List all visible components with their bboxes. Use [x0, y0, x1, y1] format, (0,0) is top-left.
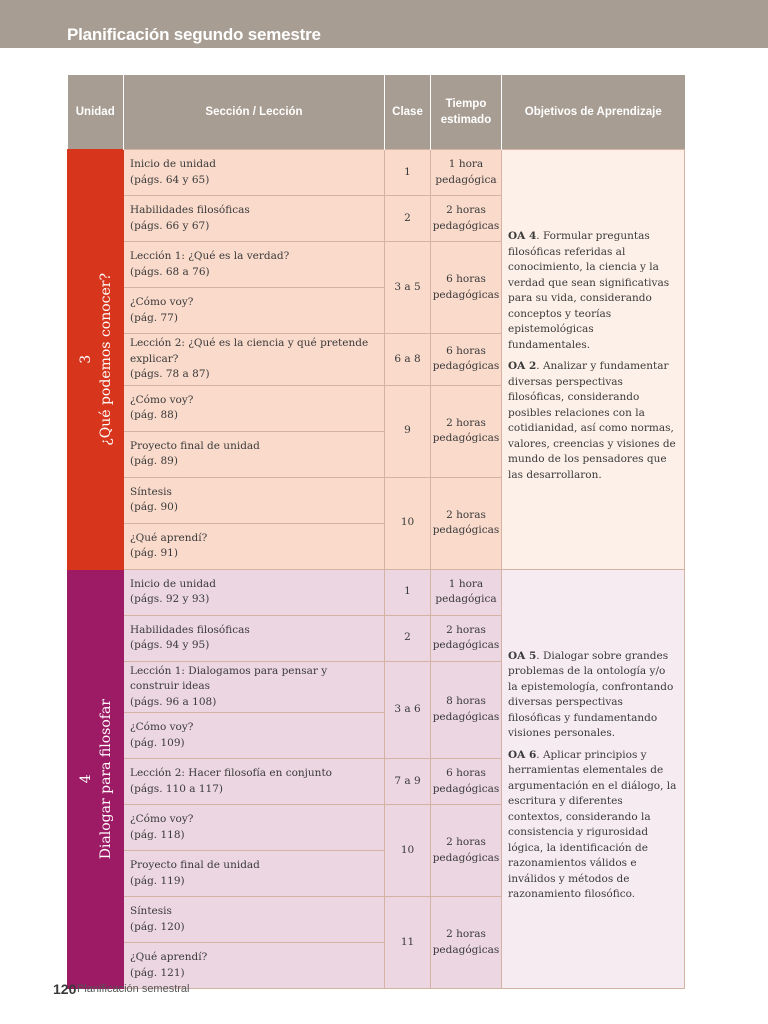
unit-title: Dialogar para filosofar	[97, 698, 114, 859]
section-cell: Síntesis (pág. 120)	[124, 897, 385, 943]
table-row	[68, 150, 685, 196]
objectives-cell	[502, 569, 685, 989]
header-unidad: Unidad	[68, 75, 124, 150]
class-cell: 6 a 8	[385, 334, 431, 386]
page-title: Planificación segundo semestre	[67, 25, 321, 44]
section-cell: Síntesis (pág. 90)	[124, 477, 385, 523]
section-cell: ¿Cómo voy? (pág. 88)	[124, 385, 385, 431]
section-cell: ¿Qué aprendí? (pág. 121)	[124, 943, 385, 989]
time-cell: 6 horas pedagógicas	[431, 242, 502, 334]
time-cell: 2 horas pedagógicas	[431, 477, 502, 569]
unit-title: ¿Qué podemos conocer?	[97, 272, 114, 446]
section-cell: Lección 2: ¿Qué es la ciencia y qué pretende explicar? (págs. 78 a 87)	[124, 334, 385, 386]
time-cell: 1 hora pedagógica	[431, 150, 502, 196]
class-cell: 2	[385, 196, 431, 242]
class-cell: 1	[385, 569, 431, 615]
time-cell: 6 horas pedagógicas	[431, 334, 502, 386]
footer-label: Planificación semestral	[77, 983, 190, 995]
header-objetivos: Objetivos de Aprendizaje	[502, 75, 685, 150]
section-cell: ¿Cómo voy? (pág. 109)	[124, 713, 385, 759]
section-cell: Inicio de unidad (págs. 92 y 93)	[124, 569, 385, 615]
section-cell: Habilidades filosóficas (págs. 94 y 95)	[124, 615, 385, 661]
time-cell: 8 horas pedagógicas	[431, 661, 502, 759]
section-cell: Lección 2: Hacer filosofía en conjunto (págs. 110 a 117)	[124, 759, 385, 805]
section-cell: Lección 1: ¿Qué es la verdad? (págs. 68 a 76)	[124, 242, 385, 288]
class-cell: 9	[385, 385, 431, 477]
objectives-cell	[502, 150, 685, 570]
class-cell: 3 a 5	[385, 242, 431, 334]
table-row	[68, 569, 685, 615]
class-cell: 11	[385, 897, 431, 989]
section-cell: ¿Cómo voy? (pág. 77)	[124, 288, 385, 334]
class-cell: 10	[385, 805, 431, 897]
class-cell: 1	[385, 150, 431, 196]
header-clase: Clase	[385, 75, 431, 150]
time-cell: 2 horas pedagógicas	[431, 805, 502, 897]
unit-3-label-cell	[68, 150, 124, 570]
section-cell: Proyecto final de unidad (pág. 89)	[124, 431, 385, 477]
objective: OA 2. Analizar y fundamentar diversas perspectivas filosóficas, considerando posibles relaciones con la cotidianidad, así como normas, valores, creencias y visiones de mundo de los pensadores que las desarrollaron.	[508, 360, 676, 481]
time-cell: 2 horas pedagógicas	[431, 615, 502, 661]
class-cell: 7 a 9	[385, 759, 431, 805]
section-cell: Inicio de unidad (págs. 64 y 65)	[124, 150, 385, 196]
class-cell: 3 a 6	[385, 661, 431, 759]
class-cell: 10	[385, 477, 431, 569]
section-cell: ¿Cómo voy? (pág. 118)	[124, 805, 385, 851]
time-cell: 6 horas pedagógicas	[431, 759, 502, 805]
time-cell: 2 horas pedagógicas	[431, 196, 502, 242]
table-header-row	[68, 75, 685, 150]
objective: OA 4. Formular preguntas filosóficas referidas al conocimiento, la ciencia y la verdad que sean significativas para su vida, considerando conceptos y teorías epistemológicas fundamentales.	[508, 230, 670, 351]
planning-table	[67, 75, 685, 989]
objective: OA 6. Aplicar principios y herramientas elementales de argumentación en el diálogo, la escritura y diferentes contextos, considerando la consistencia y rigurosidad lógica, la identificación de razonamientos válidos e inválidos y métodos de razonamiento filosófico.	[508, 748, 677, 901]
unit-number: 3	[77, 354, 94, 364]
time-cell: 1 hora pedagógica	[431, 569, 502, 615]
section-cell: Lección 1: Dialogamos para pensar y construir ideas (págs. 96 a 108)	[124, 661, 385, 713]
time-cell: 2 horas pedagógicas	[431, 385, 502, 477]
header-tiempo: Tiempo estimado	[431, 75, 502, 150]
time-cell: 2 horas pedagógicas	[431, 897, 502, 989]
page-number: 120	[53, 981, 77, 997]
unit-4-label-cell	[68, 569, 124, 989]
class-cell: 2	[385, 615, 431, 661]
header-seccion: Sección / Lección	[124, 75, 385, 150]
section-cell: Proyecto final de unidad (pág. 119)	[124, 851, 385, 897]
section-cell: Habilidades filosóficas (págs. 66 y 67)	[124, 196, 385, 242]
section-cell: ¿Qué aprendí? (pág. 91)	[124, 523, 385, 569]
unit-4-label	[76, 699, 116, 859]
unit-3-label	[76, 273, 116, 446]
objective: OA 5. Dialogar sobre grandes problemas de la ontología y/o la epistemología, confrontando diversas perspectivas filosóficas y fundamentando visiones personales.	[508, 649, 674, 740]
unit-number: 4	[77, 774, 94, 784]
